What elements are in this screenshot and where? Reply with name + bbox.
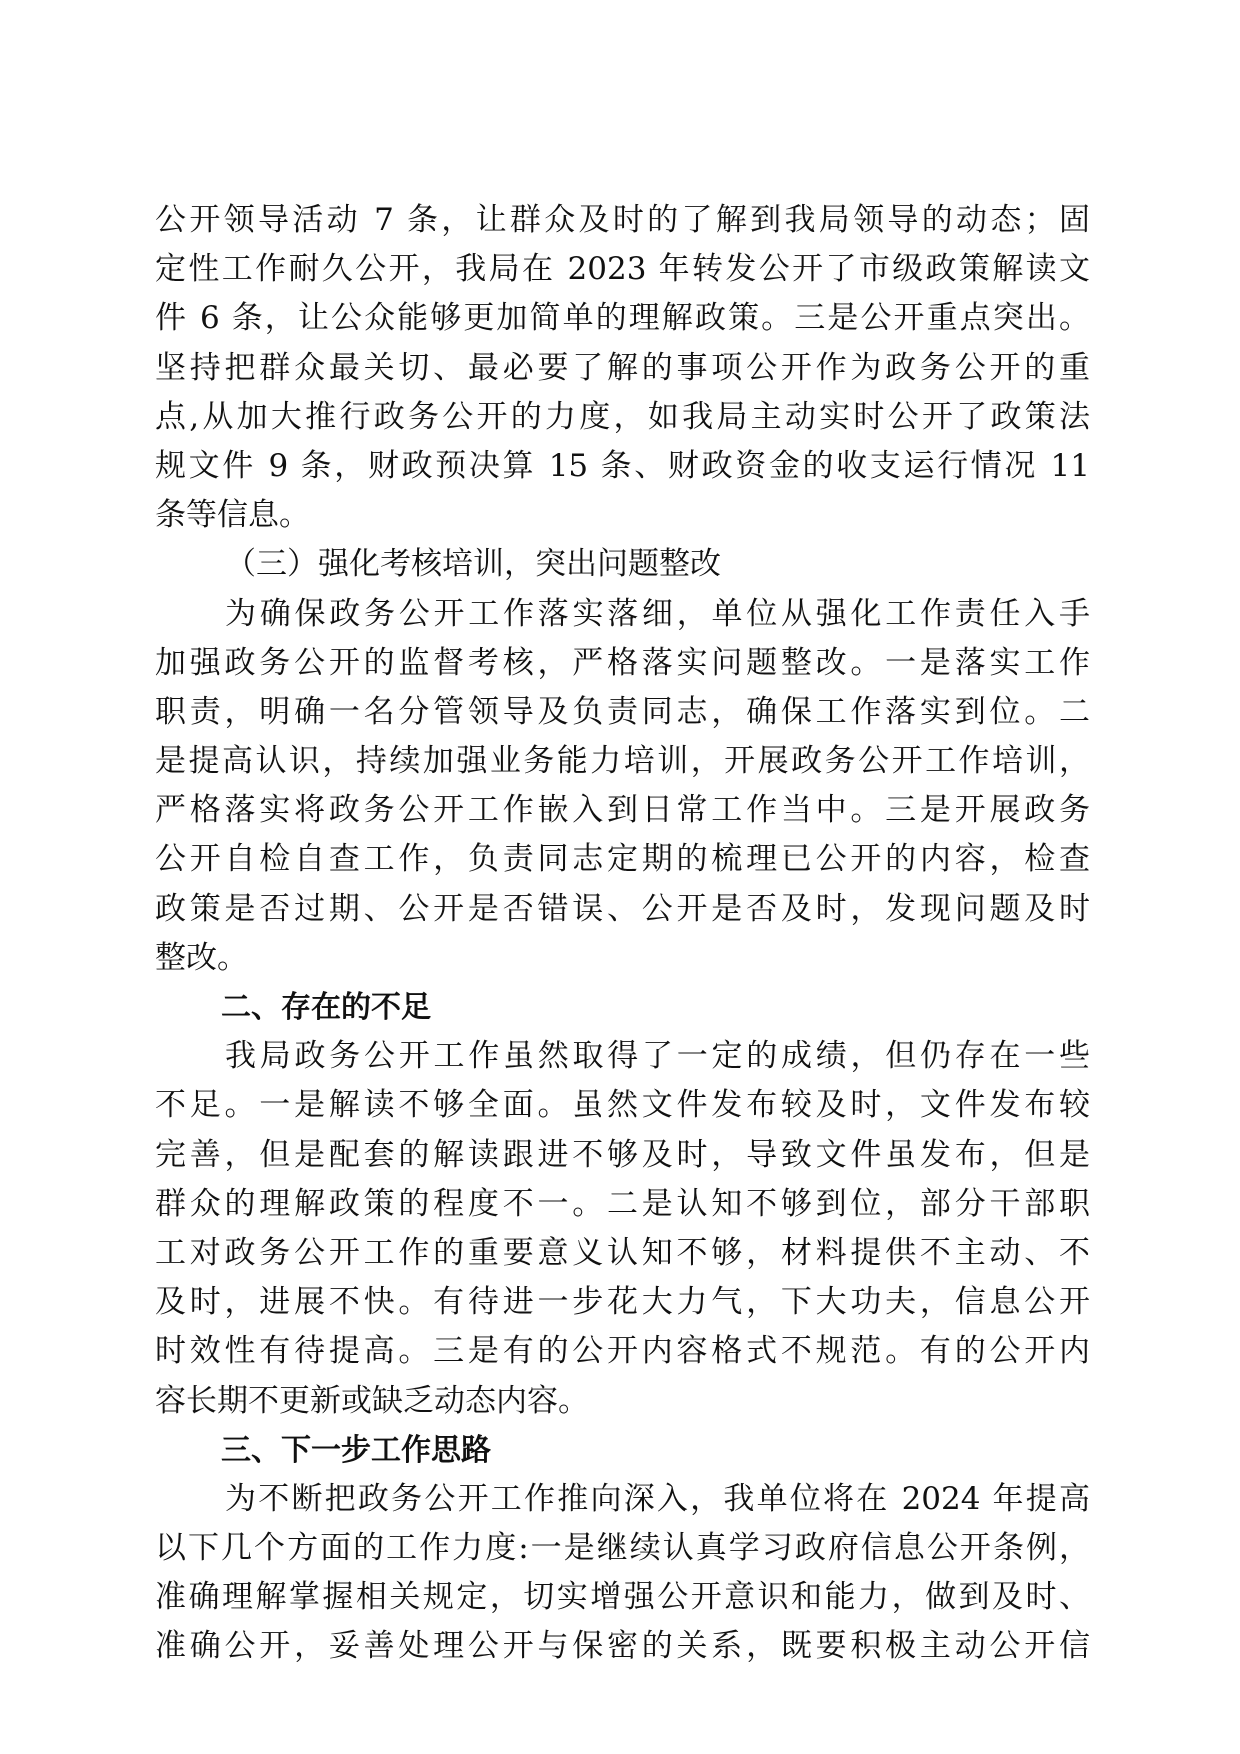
text-line: 为不断把政务公开工作推向深入，我单位将在 2024 年提高: [225, 1480, 1090, 1517]
subsection-title: （三）强化考核培训，突出问题整改: [225, 546, 721, 583]
text-line: 时效性有待提高。三是有的公开内容格式不规范。有的公开内: [155, 1333, 1090, 1370]
text-line: 准确公开，妥善处理公开与保密的关系，既要积极主动公开信: [155, 1628, 1090, 1665]
text-line: 严格落实将政务公开工作嵌入到日常工作当中。三是开展政务: [155, 792, 1090, 829]
text-line: 坚持把群众最关切、最必要了解的事项公开作为政务公开的重: [155, 349, 1090, 386]
text-line: 政策是否过期、公开是否错误、公开是否及时，发现问题及时: [155, 890, 1090, 927]
text-line: 群众的理解政策的程度不一。二是认知不够到位，部分干部职: [155, 1185, 1090, 1222]
text-line: 完善，但是配套的解读跟进不够及时，导致文件虽发布，但是: [155, 1136, 1090, 1173]
text-line: 整改。: [155, 939, 248, 976]
text-line: 职责，明确一名分管领导及负责同志，确保工作落实到位。二: [155, 693, 1090, 730]
text-line: 件 6 条，让公众能够更加简单的理解政策。三是公开重点突出。: [155, 300, 1090, 337]
subsection-3-paragraph: [155, 590, 1090, 984]
text-line: 点,从加大推行政务公开的力度，如我局主动实时公开了政策法: [155, 398, 1090, 435]
text-line: 我局政务公开工作虽然取得了一定的成绩，但仍存在一些: [225, 1038, 1090, 1075]
text-line: 公开领导活动 7 条，让群众及时的了解到我局领导的动态；固: [155, 202, 1090, 238]
text-line: 条等信息。: [155, 497, 310, 534]
text-line: 规文件 9 条，财政预决算 15 条、财政资金的收支运行情况 11: [155, 447, 1090, 484]
text-line: 及时，进展不快。有待进一步花大力气，下大功夫，信息公开: [155, 1284, 1090, 1321]
text-line: 为确保政务公开工作落实落细，单位从强化工作责任入手: [225, 595, 1090, 632]
section-title: 三、下一步工作思路: [221, 1432, 491, 1468]
section-3-paragraph: [155, 1475, 1090, 1672]
text-line: 是提高认识，持续加强业务能力培训，开展政务公开工作培训，: [155, 743, 1090, 780]
text-line: 容长期不更新或缺乏动态内容。: [155, 1382, 589, 1419]
text-line: 工对政务公开工作的重要意义认知不够，材料提供不主动、不: [155, 1234, 1090, 1271]
text-line: 准确理解掌握相关规定，切实增强公开意识和能力，做到及时、: [155, 1579, 1090, 1616]
text-line: 定性工作耐久公开，我局在 2023 年转发公开了市级政策解读文: [155, 251, 1090, 288]
text-line: 不足。一是解读不够全面。虽然文件发布较及时，文件发布较: [155, 1087, 1090, 1124]
document-body: [155, 196, 1090, 1672]
text-line: 公开自检自查工作，负责同志定期的梳理已公开的内容，检查: [155, 841, 1090, 878]
section-2-paragraph: [155, 1032, 1090, 1426]
text-line: 以下几个方面的工作力度:一是继续认真学习政府信息公开条例，: [155, 1530, 1090, 1567]
text-line: 加强政务公开的监督考核，严格落实问题整改。一是落实工作: [155, 644, 1090, 681]
intro-paragraph: [155, 196, 1090, 540]
section-title: 二、存在的不足: [221, 990, 431, 1025]
